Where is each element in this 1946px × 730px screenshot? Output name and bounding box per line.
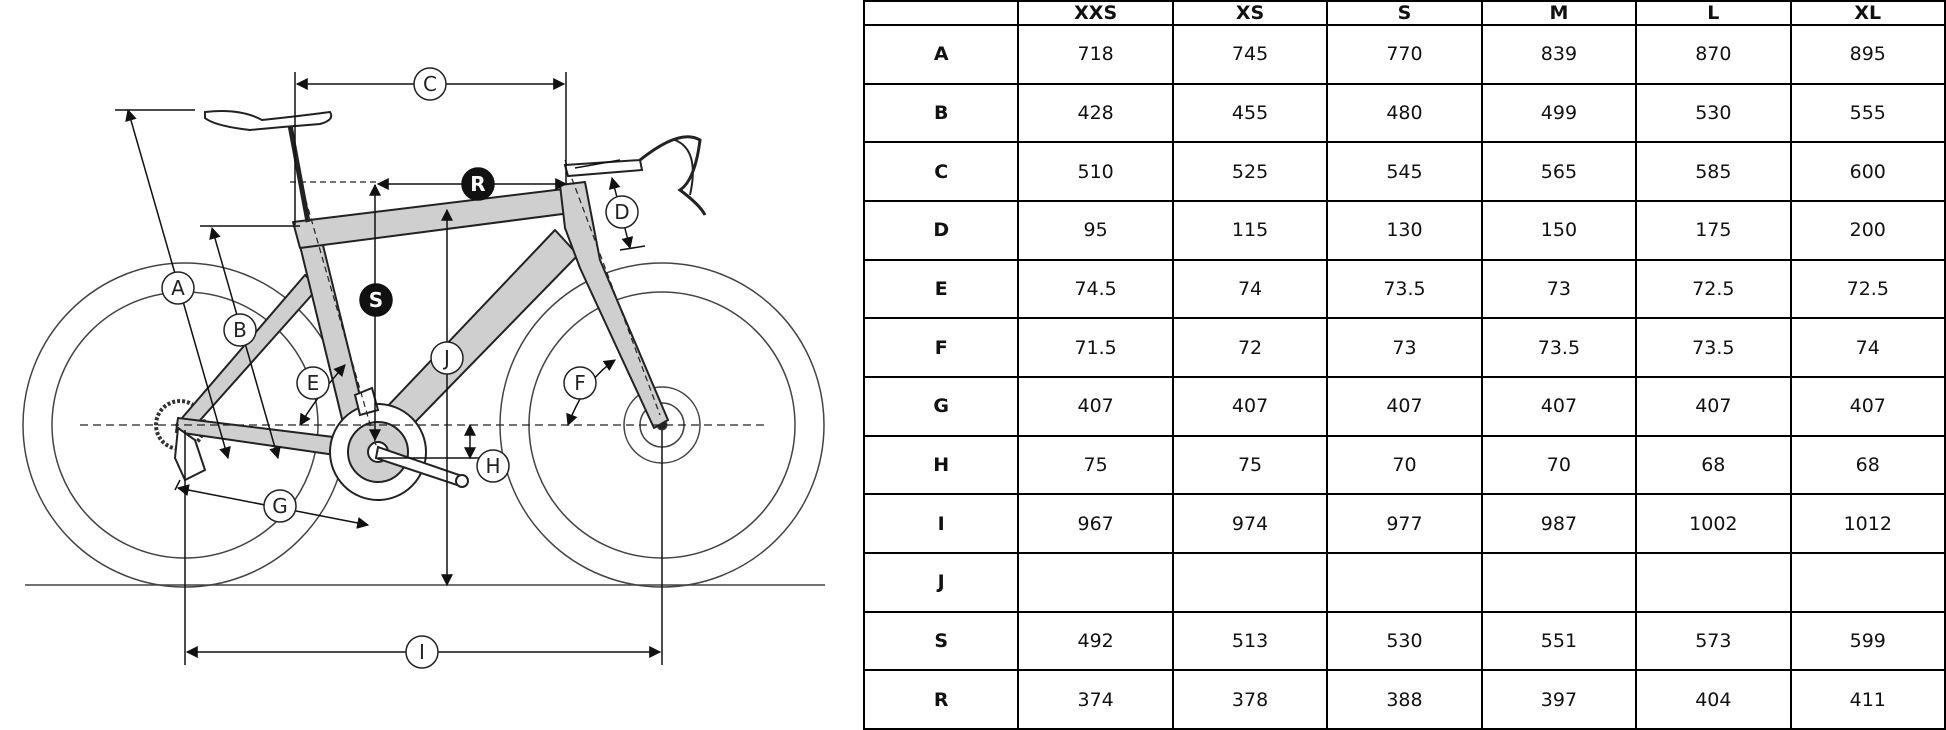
table-cell: 74 [1791, 318, 1945, 377]
svg-text:B: B [233, 318, 247, 342]
table-cell: 525 [1173, 142, 1327, 201]
table-row [864, 318, 1945, 377]
table-row [864, 84, 1945, 143]
table-cell: 600 [1791, 142, 1945, 201]
table-cell: 718 [1018, 25, 1172, 84]
table-cell: 870 [1636, 25, 1790, 84]
bike-geometry-diagram [0, 0, 860, 730]
table-cell: 75 [1173, 436, 1327, 495]
table-row [864, 670, 1945, 729]
size-header-l: L [1636, 1, 1790, 25]
table-cell: 407 [1327, 377, 1481, 436]
label-I [406, 636, 438, 668]
table-cell: 72 [1173, 318, 1327, 377]
svg-text:C: C [423, 72, 437, 96]
table-cell: 530 [1636, 84, 1790, 143]
size-header-xl: XL [1791, 1, 1945, 25]
table-cell: 70 [1482, 436, 1636, 495]
table-cell: 407 [1791, 377, 1945, 436]
svg-text:R: R [470, 172, 486, 196]
table-cell: 130 [1327, 201, 1481, 260]
size-header-s: S [1327, 1, 1481, 25]
table-row [864, 436, 1945, 495]
table-row [864, 201, 1945, 260]
table-cell: 977 [1327, 494, 1481, 553]
row-label: S [864, 612, 1018, 671]
table-cell: 510 [1018, 142, 1172, 201]
table-cell: 72.5 [1791, 260, 1945, 319]
table-cell: 73 [1482, 260, 1636, 319]
table-cell: 68 [1636, 436, 1790, 495]
table-cell: 71.5 [1018, 318, 1172, 377]
label-F [564, 367, 596, 399]
label-B [224, 314, 256, 346]
table-cell: 68 [1791, 436, 1945, 495]
table-cell: 599 [1791, 612, 1945, 671]
svg-text:H: H [485, 454, 501, 478]
table-cell: 585 [1636, 142, 1790, 201]
table-cell: 175 [1636, 201, 1790, 260]
table-cell: 397 [1482, 670, 1636, 729]
table-cell [1173, 553, 1327, 612]
svg-text:J: J [444, 346, 450, 370]
table-row [864, 553, 1945, 612]
table-cell: 378 [1173, 670, 1327, 729]
table-cell: 1002 [1636, 494, 1790, 553]
table-cell: 74.5 [1018, 260, 1172, 319]
label-E [297, 367, 329, 399]
label-J [431, 342, 463, 374]
table-cell: 200 [1791, 201, 1945, 260]
seatpost [290, 125, 308, 222]
svg-text:G: G [272, 494, 288, 518]
table-row [864, 260, 1945, 319]
table-cell [1636, 553, 1790, 612]
row-label: J [864, 553, 1018, 612]
row-label: R [864, 670, 1018, 729]
table-cell: 404 [1636, 670, 1790, 729]
table-cell: 407 [1636, 377, 1790, 436]
table-cell: 745 [1173, 25, 1327, 84]
table-row [864, 142, 1945, 201]
table-cell: 75 [1018, 436, 1172, 495]
svg-text:S: S [368, 288, 384, 312]
table-cell: 530 [1327, 612, 1481, 671]
table-cell: 407 [1173, 377, 1327, 436]
size-header-xs: XS [1173, 1, 1327, 25]
table-cell: 565 [1482, 142, 1636, 201]
table-cell: 455 [1173, 84, 1327, 143]
row-label: C [864, 142, 1018, 201]
table-cell: 480 [1327, 84, 1481, 143]
label-S [360, 284, 392, 316]
table-cell: 407 [1482, 377, 1636, 436]
row-label: G [864, 377, 1018, 436]
handlebar [640, 137, 705, 215]
table-header-row [864, 1, 1945, 25]
table-cell: 73.5 [1636, 318, 1790, 377]
label-H [477, 450, 509, 482]
table-cell: 428 [1018, 84, 1172, 143]
table-cell: 411 [1791, 670, 1945, 729]
row-label: E [864, 260, 1018, 319]
table-cell: 95 [1018, 201, 1172, 260]
svg-text:F: F [574, 371, 586, 395]
table-cell: 374 [1018, 670, 1172, 729]
table-cell: 407 [1018, 377, 1172, 436]
table-cell [1482, 553, 1636, 612]
table-cell: 115 [1173, 201, 1327, 260]
table-cell: 987 [1482, 494, 1636, 553]
table-row [864, 25, 1945, 84]
label-C [414, 68, 446, 100]
svg-text:E: E [306, 371, 320, 395]
table-cell: 573 [1636, 612, 1790, 671]
geometry-table [863, 0, 1946, 730]
table-cell: 967 [1018, 494, 1172, 553]
table-cell: 839 [1482, 25, 1636, 84]
svg-text:D: D [614, 200, 630, 224]
label-R [462, 168, 494, 200]
table-cell: 74 [1173, 260, 1327, 319]
table-cell: 895 [1791, 25, 1945, 84]
svg-text:A: A [171, 276, 185, 300]
table-cell: 974 [1173, 494, 1327, 553]
row-label: F [864, 318, 1018, 377]
table-cell [1018, 553, 1172, 612]
table-cell: 150 [1482, 201, 1636, 260]
table-cell: 388 [1327, 670, 1481, 729]
row-label: I [864, 494, 1018, 553]
row-label: B [864, 84, 1018, 143]
table-row [864, 377, 1945, 436]
label-D [606, 196, 638, 228]
row-label: A [864, 25, 1018, 84]
size-header-xxs: XXS [1018, 1, 1172, 25]
table-cell: 1012 [1791, 494, 1945, 553]
table-cell: 72.5 [1636, 260, 1790, 319]
svg-text:I: I [419, 640, 425, 664]
table-cell: 555 [1791, 84, 1945, 143]
table-cell: 492 [1018, 612, 1172, 671]
table-cell: 73 [1327, 318, 1481, 377]
table-cell: 545 [1327, 142, 1481, 201]
row-label: H [864, 436, 1018, 495]
table-cell: 499 [1482, 84, 1636, 143]
table-cell [1791, 553, 1945, 612]
table-corner-cell [864, 1, 1018, 25]
label-A [162, 272, 194, 304]
table-row [864, 612, 1945, 671]
table-cell: 73.5 [1327, 260, 1481, 319]
table-cell [1327, 553, 1481, 612]
table-cell: 73.5 [1482, 318, 1636, 377]
table-cell: 551 [1482, 612, 1636, 671]
row-label: D [864, 201, 1018, 260]
table-cell: 70 [1327, 436, 1481, 495]
table-cell: 513 [1173, 612, 1327, 671]
size-header-m: M [1482, 1, 1636, 25]
table-row [864, 494, 1945, 553]
saddle [205, 111, 331, 130]
table-cell: 770 [1327, 25, 1481, 84]
label-G [264, 490, 296, 522]
